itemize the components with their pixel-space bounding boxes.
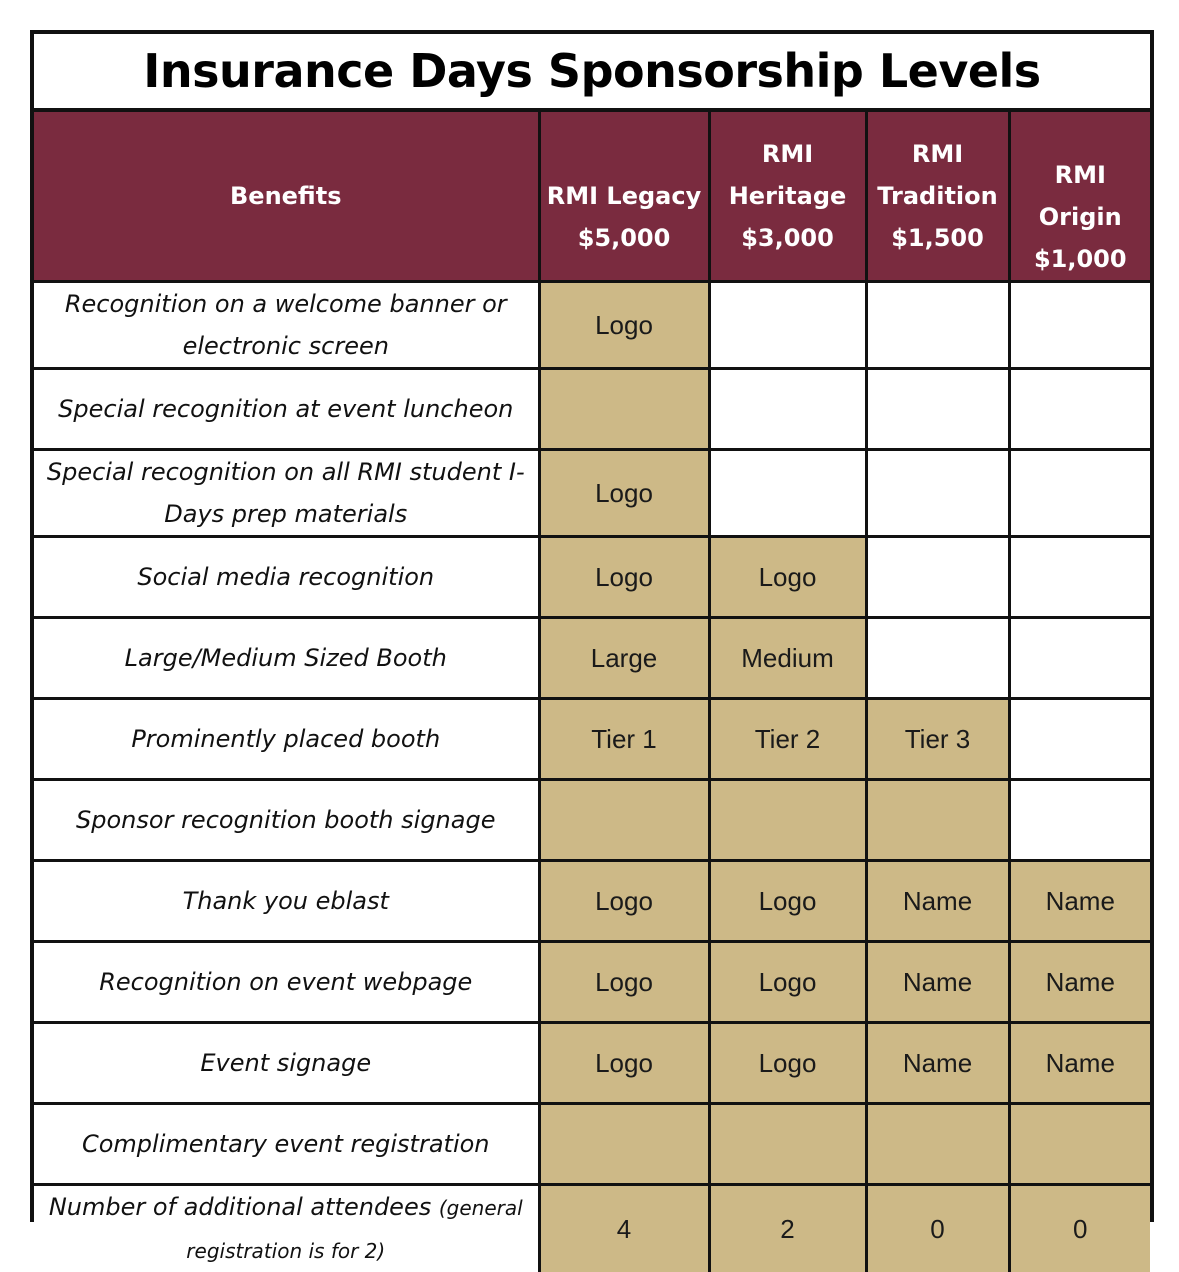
- table-row: [34, 1023, 1150, 1104]
- table-row: [34, 537, 1150, 618]
- tier-cell: [866, 1104, 1009, 1185]
- tier-cell-value: Tier 2: [755, 724, 821, 754]
- benefit-label: Number of additional attendees: [49, 1193, 431, 1221]
- tier-price: $5,000: [545, 217, 704, 259]
- benefit-cell: [34, 780, 539, 861]
- tier-cell: [1009, 780, 1150, 861]
- benefit-cell: [34, 369, 539, 450]
- table-row: [34, 450, 1150, 537]
- tier-cell: [539, 1185, 709, 1272]
- tier-cell: [1009, 1104, 1150, 1185]
- tier-cell-value: Logo: [595, 1048, 653, 1078]
- tier-cell: [539, 282, 709, 369]
- tier-cell: [1009, 537, 1150, 618]
- tier-cell: [539, 1023, 709, 1104]
- table-row: [34, 282, 1150, 369]
- tier-cell-value: 0: [1073, 1214, 1087, 1244]
- tier-cell: [1009, 942, 1150, 1023]
- column-header-tradition: [866, 112, 1009, 282]
- tier-name-line1: [545, 133, 704, 175]
- tier-cell-value: Logo: [595, 967, 653, 997]
- tier-cell-value: 2: [780, 1214, 794, 1244]
- tier-cell-value: Name: [1046, 1048, 1115, 1078]
- tier-cell: [866, 1185, 1009, 1272]
- table-row: [34, 942, 1150, 1023]
- sponsorship-table-frame: [30, 30, 1154, 1222]
- tier-cell-value: 0: [930, 1214, 944, 1244]
- benefit-label: Event signage: [200, 1049, 371, 1077]
- tier-cell-value: Logo: [759, 886, 817, 916]
- tier-cell-value: Logo: [595, 562, 653, 592]
- benefit-note: (general registration is for 2): [186, 1196, 522, 1263]
- tier-cell: [709, 618, 866, 699]
- column-header-heritage: [709, 112, 866, 282]
- tier-cell: [539, 369, 709, 450]
- tier-cell: [866, 699, 1009, 780]
- tier-name-line1: RMI: [872, 133, 1004, 175]
- column-header-origin: [1009, 112, 1150, 282]
- tier-cell-value: Logo: [759, 1048, 817, 1078]
- tier-cell-value: Name: [1046, 886, 1115, 916]
- header-row: [34, 112, 1150, 282]
- tier-cell: [866, 537, 1009, 618]
- tier-cell: [1009, 1185, 1150, 1272]
- tier-cell-value: Tier 3: [905, 724, 971, 754]
- tier-cell: [709, 1185, 866, 1272]
- benefit-label: Sponsor recognition booth signage: [76, 806, 495, 834]
- tier-cell: [709, 942, 866, 1023]
- tier-cell: [539, 780, 709, 861]
- benefit-label: Recognition on event webpage: [99, 968, 472, 996]
- tier-cell: [1009, 1023, 1150, 1104]
- column-header-benefits: [34, 112, 539, 282]
- tier-cell: [709, 1023, 866, 1104]
- tier-cell: [709, 780, 866, 861]
- benefit-label: Special recognition at event luncheon: [58, 395, 513, 423]
- benefit-cell: [34, 699, 539, 780]
- tier-cell-value: Large: [591, 643, 658, 673]
- sponsorship-table: [34, 112, 1150, 1272]
- tier-cell: [709, 861, 866, 942]
- tier-cell: [709, 699, 866, 780]
- benefit-cell: [34, 861, 539, 942]
- tier-cell-value: Name: [903, 1048, 972, 1078]
- benefit-label: Recognition on a welcome banner or electronic screen: [65, 290, 507, 360]
- table-row: [34, 780, 1150, 861]
- tier-cell-value: Logo: [595, 478, 653, 508]
- benefit-label: Large/Medium Sized Booth: [125, 644, 447, 672]
- benefit-cell: [34, 942, 539, 1023]
- tier-cell: [539, 537, 709, 618]
- table-row: [34, 618, 1150, 699]
- tier-cell: [1009, 369, 1150, 450]
- benefit-cell: [34, 537, 539, 618]
- table-row: [34, 1104, 1150, 1185]
- tier-cell: [866, 1023, 1009, 1104]
- tier-name-line2: Tradition: [872, 175, 1004, 217]
- tier-cell: [866, 780, 1009, 861]
- tier-cell: [709, 537, 866, 618]
- tier-name-line1: [1015, 112, 1147, 154]
- benefit-cell: [34, 450, 539, 537]
- tier-cell-value: Name: [903, 886, 972, 916]
- tier-name-line2: RMI Legacy: [545, 175, 704, 217]
- tier-cell: [539, 1104, 709, 1185]
- tier-name-line1: RMI: [715, 133, 861, 175]
- tier-cell: [866, 282, 1009, 369]
- table-row: [34, 1185, 1150, 1272]
- benefit-cell: [34, 282, 539, 369]
- tier-price: $1,500: [872, 217, 1004, 259]
- tier-price: $3,000: [715, 217, 861, 259]
- tier-name-line2: RMI Origin: [1015, 154, 1147, 238]
- benefit-cell: [34, 1185, 539, 1272]
- tier-cell-value: 4: [617, 1214, 631, 1244]
- tier-cell: [709, 282, 866, 369]
- table-row: [34, 861, 1150, 942]
- tier-cell: [1009, 699, 1150, 780]
- benefit-label: Thank you eblast: [183, 887, 389, 915]
- tier-cell-value: Logo: [595, 886, 653, 916]
- tier-cell-value: Logo: [759, 562, 817, 592]
- tier-cell: [866, 369, 1009, 450]
- page-title: Insurance Days Sponsorship Levels: [34, 34, 1150, 112]
- tier-cell: [866, 861, 1009, 942]
- tier-price: $1,000: [1015, 238, 1147, 280]
- benefit-cell: [34, 1104, 539, 1185]
- tier-cell: [1009, 861, 1150, 942]
- tier-cell: [709, 450, 866, 537]
- benefit-label: Social media recognition: [137, 563, 434, 591]
- tier-cell: [539, 618, 709, 699]
- tier-cell: [866, 618, 1009, 699]
- table-row: [34, 369, 1150, 450]
- table-row: [34, 699, 1150, 780]
- tier-cell: [1009, 450, 1150, 537]
- column-header-legacy: [539, 112, 709, 282]
- tier-cell: [866, 450, 1009, 537]
- tier-cell-value: Name: [1046, 967, 1115, 997]
- tier-cell: [539, 942, 709, 1023]
- table-body: [34, 282, 1150, 1272]
- tier-cell-value: Name: [903, 967, 972, 997]
- tier-cell: [539, 450, 709, 537]
- column-header-label: Benefits: [230, 182, 341, 210]
- tier-name-line2: Heritage: [715, 175, 861, 217]
- tier-cell: [1009, 618, 1150, 699]
- tier-cell: [539, 861, 709, 942]
- tier-cell-value: Medium: [741, 643, 833, 673]
- tier-cell: [709, 1104, 866, 1185]
- benefit-cell: [34, 618, 539, 699]
- tier-cell: [1009, 282, 1150, 369]
- tier-cell-value: Logo: [595, 310, 653, 340]
- tier-cell: [539, 699, 709, 780]
- tier-cell: [866, 942, 1009, 1023]
- benefit-label: Complimentary event registration: [82, 1130, 490, 1158]
- benefit-label: Special recognition on all RMI student I-Days prep materials: [47, 458, 525, 528]
- tier-cell: [709, 369, 866, 450]
- tier-cell-value: Logo: [759, 967, 817, 997]
- tier-cell-value: Tier 1: [591, 724, 657, 754]
- benefit-cell: [34, 1023, 539, 1104]
- benefit-label: Prominently placed booth: [131, 725, 440, 753]
